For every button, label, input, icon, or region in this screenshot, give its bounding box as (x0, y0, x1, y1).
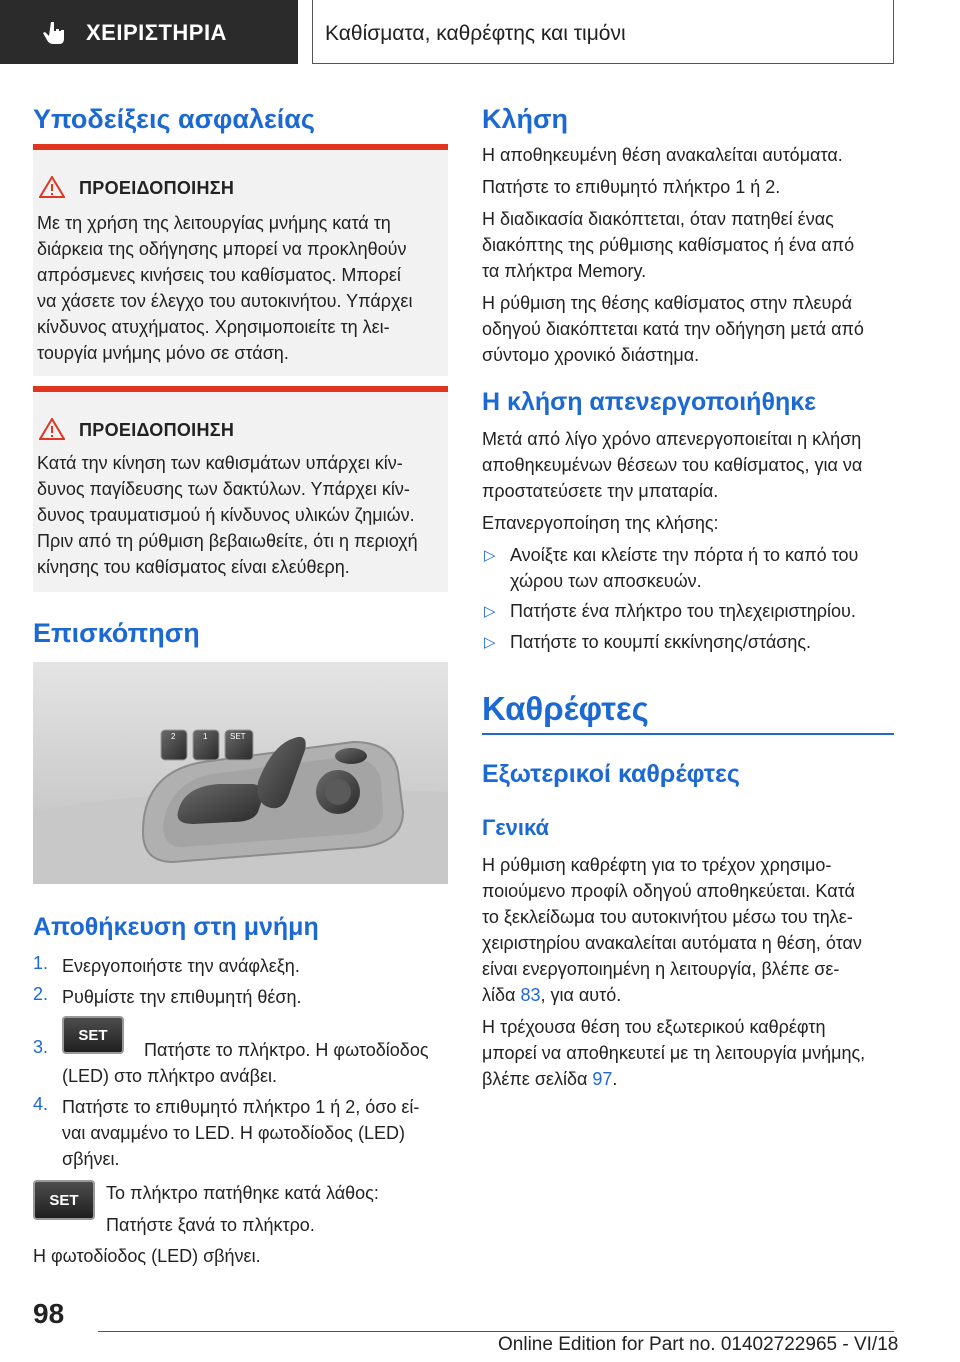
step-number: 1. (33, 953, 49, 973)
step-text: Πατήστε το επιθυμητό πλήκτρο 1 ή 2, όσο εί- (62, 1097, 420, 1117)
mirrors-heading: Καθρέφτες (482, 690, 649, 727)
warning-line: Με τη χρήση της λειτουργίας μνήμης κατά τη (37, 213, 391, 233)
general-text: μπορεί να αποθηκευτεί με τη λειτουργία μνήμης, (482, 1043, 866, 1063)
heading-rule (482, 733, 894, 735)
recall-text: Πατήστε το επιθυμητό πλήκτρο 1 ή 2. (482, 177, 781, 197)
general-text: Η ρύθμιση καθρέφτη για το τρέχον χρησιμο- (482, 855, 832, 875)
warning-title: ΠΡΟΕΙΔΟΠΟΙΗΣΗ (79, 178, 235, 198)
warning-triangle-icon (39, 176, 65, 198)
warning-line: δυνος παγίδευσης των δακτύλων. Υπάρχει κίν- (37, 479, 410, 499)
recall-text: οδηγού διακόπτεται κατά την οδήγηση μετά από (482, 319, 864, 339)
safety-heading: Υποδείξεις ασφαλείας (33, 104, 315, 134)
step-text: σβήνει. (62, 1149, 120, 1169)
overview-heading: Επισκόπηση (33, 618, 200, 648)
recall-heading: Κλήση (482, 104, 568, 134)
set-button-icon (33, 1180, 95, 1220)
warning-line: Πριν από τη ρύθμιση βεβαιωθείτε, ότι η περιοχή (37, 531, 418, 551)
warning-line: κίνδυνος ατυχήματος. Χρησιμοποιείτε τη λει- (37, 317, 390, 337)
chapter-title: Καθίσματα, καθρέφτης και τιμόνι (325, 22, 626, 45)
hand-pointer-icon (42, 20, 68, 46)
set-button-icon (62, 1016, 124, 1054)
deactivated-text: Επανεργοποίηση της κλήσης: (482, 513, 719, 533)
warning-line: κίνησης του καθίσματος είναι ελεύθερη. (37, 557, 350, 577)
led-off-text: Η φωτοδίοδος (LED) σβήνει. (33, 1246, 261, 1266)
text-fragment: βλέπε σελίδα (482, 1069, 593, 1089)
general-text: το ξεκλείδωμα του αυτοκινήτου μέσω του τηλε- (482, 907, 853, 927)
warning-line: απρόσμενες κινήσεις του καθίσματος. Μπορεί (37, 265, 401, 285)
seat-button-set: SET (230, 732, 246, 741)
seat-panel-graphic (33, 662, 448, 884)
step-number: 4. (33, 1094, 49, 1114)
set-button-label: SET (49, 1191, 79, 1209)
warning-body (37, 450, 447, 580)
recall-text: τα πλήκτρα Memory. (482, 261, 647, 281)
deactivated-text: Μετά από λίγο χρόνο απενεργοποιείται η κλήση (482, 429, 862, 449)
recall-text: Η αποθηκευμένη θέση ανακαλείται αυτόματα. (482, 145, 843, 165)
step-text: (LED) στο πλήκτρο ανάβει. (62, 1066, 277, 1086)
text-fragment: , για αυτό. (540, 985, 622, 1005)
seat-button-1: 1 (203, 732, 208, 741)
warning-line: να χάσετε τον έλεγχο του αυτοκινήτου. Υπάρχει (37, 291, 413, 311)
step-text: Ενεργοποιήστε την ανάφλεξη. (62, 956, 300, 976)
page-link-97[interactable]: 97 (592, 1069, 613, 1089)
general-text: χειριστηρίου ανακαλείται αυτόματα η θέση, όταν (482, 933, 862, 953)
warning-box-2 (33, 386, 448, 592)
bullet-text: Πατήστε το κουμπί εκκίνησης/στάσης. (510, 632, 812, 652)
section-tab (0, 0, 298, 64)
bullet-text: Πατήστε ένα πλήκτρο του τηλεχειριστηρίου. (510, 601, 856, 621)
recall-text: Η ρύθμιση της θέσης καθίσματος στην πλευρά (482, 293, 853, 313)
bullet-triangle-icon: ▷ (484, 634, 496, 651)
wrong-key-text: Πατήστε ξανά το πλήκτρο. (106, 1215, 315, 1235)
bullet-triangle-icon: ▷ (484, 603, 496, 620)
step-text: Ρυθμίστε την επιθυμητή θέση. (62, 987, 302, 1007)
deactivated-text: αποθηκευμένων θέσεων του καθίσματος, για να (482, 455, 863, 475)
step-number: 3. (33, 1037, 49, 1057)
general-text-last (482, 1066, 617, 1092)
warning-line: τουργία μνήμης μόνο σε στάση. (37, 343, 289, 363)
recall-text: διακόπτης της ρύθμισης καθίσματος ή ένα από (482, 235, 855, 255)
memory-heading: Αποθήκευση στη μνήμη (33, 913, 319, 941)
text-fragment: λίδα (482, 985, 521, 1005)
step-text: Πατήστε το πλήκτρο. Η φωτοδίοδος (144, 1040, 429, 1060)
step-text: ναι αναμμένο το LED. Η φωτοδίοδος (LED) (62, 1123, 405, 1143)
page-link-83[interactable]: 83 (520, 985, 541, 1005)
general-text-last (482, 982, 621, 1008)
general-text: ποιούμενο προφίλ οδηγού αποθηκεύεται. Κατά (482, 881, 855, 901)
bullet-text: Ανοίξτε και κλείστε την πόρτα ή το καπό του (510, 545, 859, 565)
step-number: 2. (33, 984, 49, 1004)
deactivated-text: προστατεύσετε την μπαταρία. (482, 481, 719, 501)
warning-line: δυνος τραυματισμού ή κίνδυνος υλικών ζημιών. (37, 505, 415, 525)
recall-text: σύντομο χρονικό διάστημα. (482, 345, 700, 365)
text-fragment: . (612, 1069, 618, 1089)
seat-controls-illustration (33, 662, 448, 884)
seat-button-2: 2 (171, 732, 176, 741)
warning-box-1 (33, 144, 448, 376)
wrong-key-text: Το πλήκτρο πατήθηκε κατά λάθος: (106, 1183, 379, 1203)
set-button-label: SET (78, 1026, 108, 1044)
warning-body (37, 210, 447, 366)
general-text: είναι ενεργοποιημένη η λειτουργία, βλέπε σε- (482, 959, 840, 979)
warning-triangle-icon (39, 418, 65, 440)
footer-rule (98, 1331, 894, 1332)
exterior-mirrors-heading: Εξωτερικοί καθρέφτες (482, 760, 740, 788)
section-tab-label: ΧΕΙΡΙΣΤΗΡΙΑ (86, 20, 227, 45)
bullet-triangle-icon: ▷ (484, 547, 496, 564)
recall-text: Η διαδικασία διακόπτεται, όταν πατηθεί ένας (482, 209, 834, 229)
page-number: 98 (33, 1298, 65, 1329)
general-text: Η τρέχουσα θέση του εξωτερικού καθρέφτη (482, 1017, 826, 1037)
chapter-title-box (312, 0, 894, 64)
general-heading: Γενικά (482, 815, 550, 840)
warning-line: Κατά την κίνηση των καθισμάτων υπάρχει κίν- (37, 453, 403, 473)
warning-line: διάρκεια της οδήγησης μπορεί να προκληθούν (37, 239, 407, 259)
deactivated-heading: Η κλήση απενεργοποιήθηκε (482, 388, 817, 416)
warning-title: ΠΡΟΕΙΔΟΠΟΙΗΣΗ (79, 420, 235, 440)
edition-text: Online Edition for Part no. 01402722965 - VI/18 (498, 1334, 899, 1355)
bullet-text: χώρου των αποσκευών. (510, 571, 702, 591)
